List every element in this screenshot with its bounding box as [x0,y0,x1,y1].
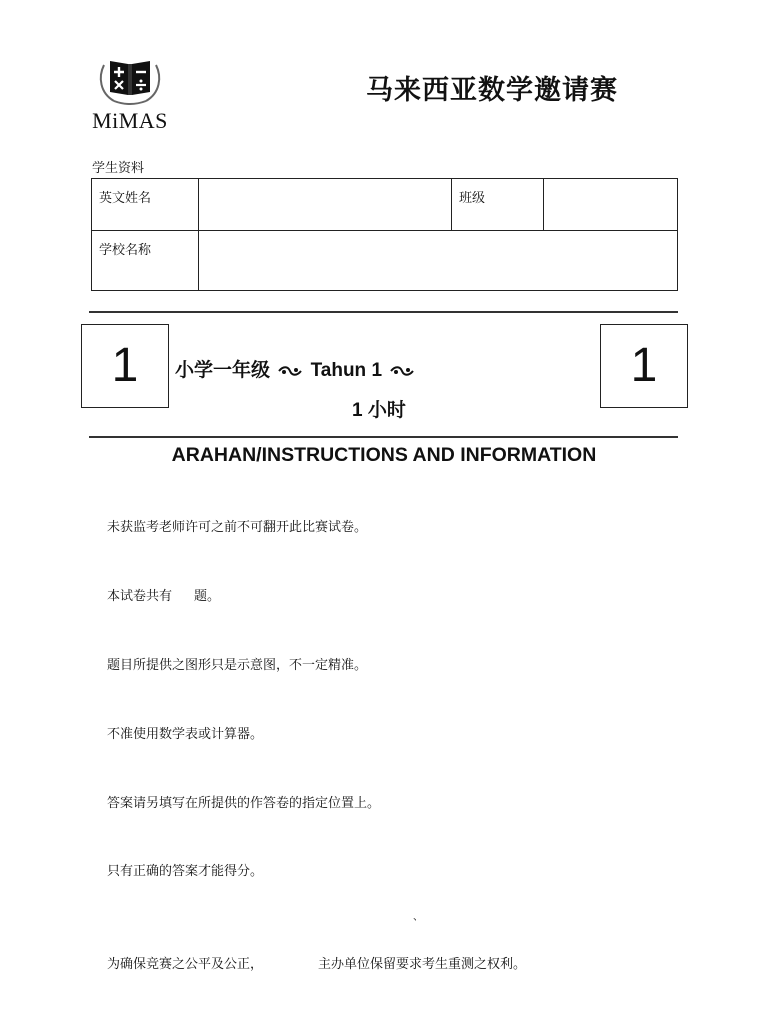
calculator-book-emblem-icon [90,55,170,107]
grade-level-ms: Tahun 1 [310,360,383,381]
school-label: 学校名称 [92,231,199,291]
student-info-label: 学生资料 [92,161,145,176]
instruction-item: 不准使用数学表或计算器。 [107,727,264,742]
table-row [92,231,678,291]
logo-text: MiMAS [92,108,168,133]
class-label: 班级 [452,179,544,231]
page-title: 马来西亚数学邀请赛 [366,75,618,106]
name-label: 英文姓名 [92,179,199,231]
swirl-ornament-icon [389,365,415,377]
name-field[interactable] [199,179,452,231]
table-row [92,179,678,231]
grade-box-right: 1 [600,324,688,408]
school-field[interactable] [199,231,678,291]
instruction-question-count-prefix: 本试卷共有 [107,589,173,604]
instruction-item: 题目所提供之图形只是示意图，不一定精准。 [107,658,368,673]
divider-bottom [89,436,678,438]
grade-level [175,355,417,382]
instruction-item: 未获监考老师许可之前不可翻开此比赛试卷。 [107,520,368,535]
student-info-table [91,178,678,291]
instruction-fairness-prefix: 为确保竞赛之公平及公正， [107,957,264,972]
instruction-item [107,585,220,604]
instruction-item [107,953,526,972]
instruction-fairness-suffix: 主办单位保留要求考生重测之权利。 [318,957,527,972]
grade-box-left: 1 [81,324,169,408]
instruction-item: 答案请另填写在所提供的作答卷的指定位置上。 [107,796,381,811]
swirl-ornament-icon [277,365,303,377]
exam-duration: 1 小时 [352,400,406,421]
instruction-question-count-suffix: 题。 [194,589,221,604]
stray-mark: 、 [413,912,423,923]
mimas-logo [90,55,170,135]
grade-level-zh: 小学一年级 [175,360,271,381]
instructions-heading: ARAHAN/INSTRUCTIONS AND INFORMATION [171,444,597,466]
instruction-item: 只有正确的答案才能得分。 [107,864,264,879]
divider-top [89,311,678,313]
class-field[interactable] [544,179,678,231]
